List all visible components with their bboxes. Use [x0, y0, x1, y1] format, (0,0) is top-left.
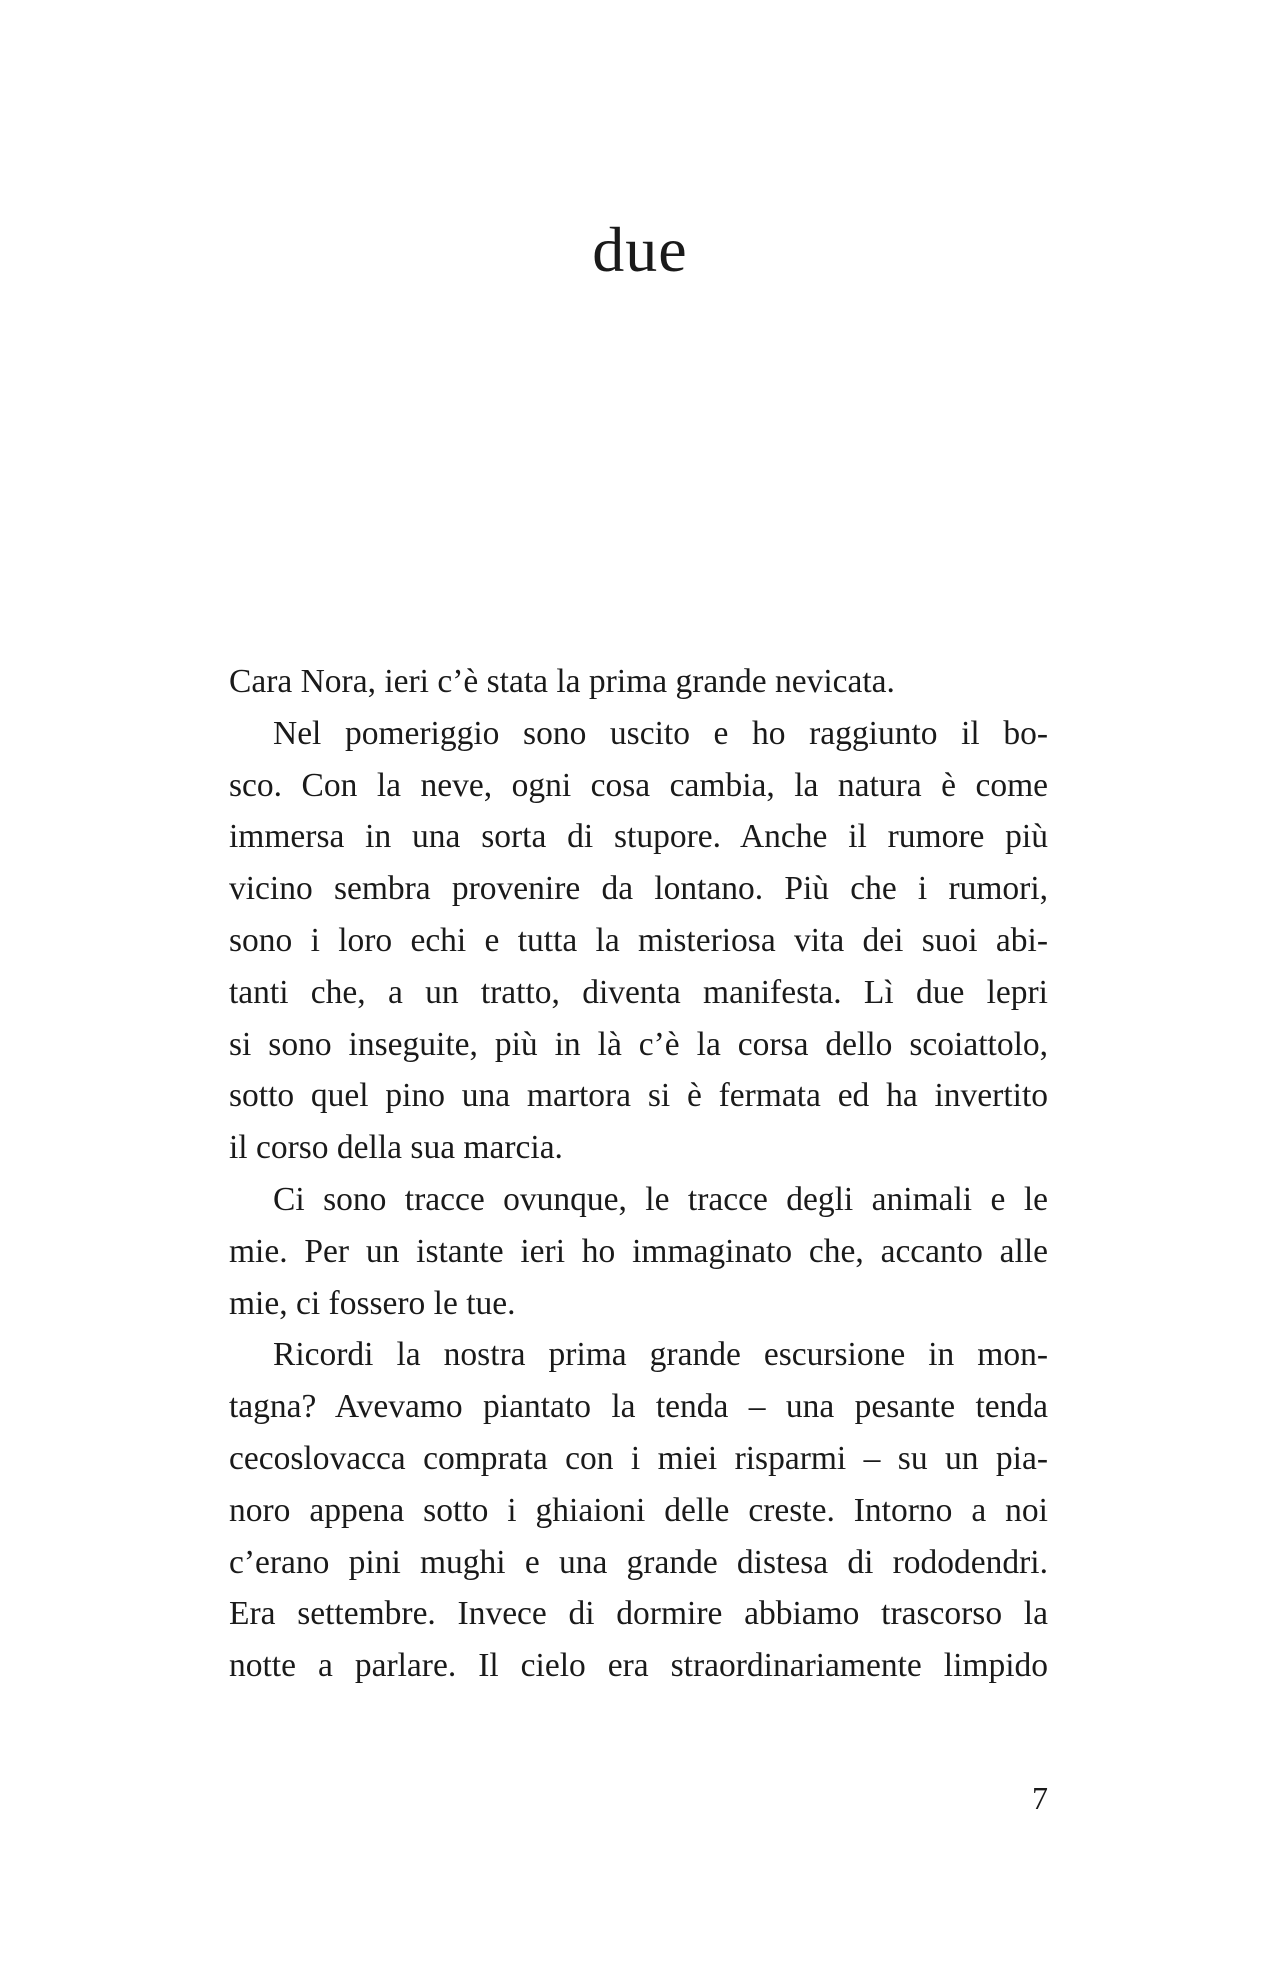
text-line: mie. Per un istante ieri ho immaginato che, accanto alle	[229, 1232, 1048, 1270]
text-line: noro appena sotto i ghiaioni delle creste. Intorno a noi	[229, 1491, 1048, 1529]
text-line: vicino sembra provenire da lontano. Più che i rumori,	[229, 870, 1048, 908]
text-line: Cara Nora, ieri c’è stata la prima grande nevicata.	[229, 663, 895, 700]
text-line: Nel pomeriggio sono uscito e ho raggiunto il bo-	[273, 714, 1048, 752]
chapter-title: due	[592, 214, 688, 285]
text-line: si sono inseguite, più in là c’è la corsa dello scoiattolo,	[229, 1025, 1048, 1063]
text-line: Ricordi la nostra prima grande escursione in mon-	[273, 1336, 1048, 1374]
text-line: sotto quel pino una martora si è fermata ed ha invertito	[229, 1077, 1048, 1115]
text-line: c’erano pini mughi e una grande distesa di rododendri.	[229, 1543, 1048, 1581]
text-line: tagna? Avevamo piantato la tenda – una pesante tenda	[229, 1388, 1048, 1426]
text-line: sco. Con la neve, ogni cosa cambia, la natura è come	[229, 766, 1048, 804]
text-line: il corso della sua marcia.	[229, 1129, 563, 1167]
text-line: Ci sono tracce ovunque, le tracce degli animali e le	[273, 1180, 1048, 1218]
body-text	[229, 656, 1048, 1692]
page-number: 7	[1032, 1780, 1048, 1816]
text-line: Era settembre. Invece di dormire abbiamo trascorso la	[229, 1595, 1048, 1633]
text-line: mie, ci fossero le tue.	[229, 1284, 516, 1322]
text-line: sono i loro echi e tutta la misteriosa vita dei suoi abi-	[229, 921, 1048, 959]
text-line: immersa in una sorta di stupore. Anche il rumore più	[229, 818, 1048, 856]
text-line: tanti che, a un tratto, diventa manifesta. Lì due lepri	[229, 973, 1048, 1011]
text-line: notte a parlare. Il cielo era straordinariamente limpido	[229, 1647, 1048, 1685]
text-line: cecoslovacca comprata con i miei risparmi – su un pia-	[229, 1439, 1048, 1477]
